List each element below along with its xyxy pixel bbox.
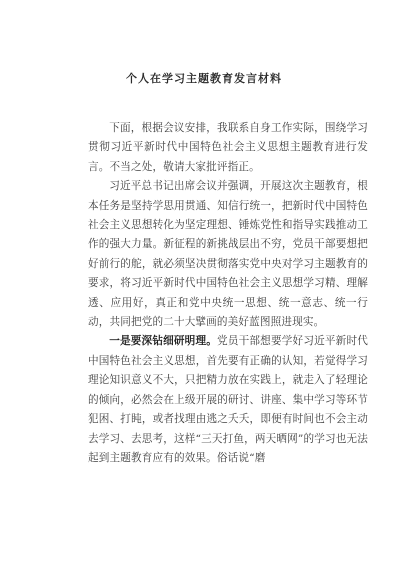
paragraph-text: 下面，根据会议安排，我联系自身工作实际，围绕学习贯彻习近平新时代中国特色社会主义思想主题教育进行发言。不当之处，敬请大家批评指正。 xyxy=(88,122,368,173)
paragraph-background xyxy=(88,177,368,332)
paragraph-text: 习近平总书记出席会议并强调，开展这次主题教育，根本任务是坚持学思用贯通、知信行统一，把新时代中国特色社会主义思想转化为坚定理想、锤炼党性和指导实践推动工作的强大力量。新征程的新挑战层出不穷，党员干部要想把好前行的舵，就必须坚决贯彻落实党中央对学习主题教育的要求，将习近平新时代中国特色社会主义思想学习精、理解透、应用好，真正和党中央统一思想、统一意志、统一行动，共同把党的二十大擘画的美好蓝图照进现实。 xyxy=(88,180,368,329)
document-body xyxy=(88,119,368,468)
paragraph-lead-heading: 一是要深钻细研明理。 xyxy=(109,335,218,348)
paragraph-point-one xyxy=(88,332,368,468)
paragraph-text: 党员干部想要学好习近平新时代中国特色社会主义思想，首先要有正确的认知，若觉得学习理论知识意义不大，只把精力放在实践上，就走入了轻理论的倾向，必然会在上级开展的研讨、讲座、集中学习等环节犯困、打盹，或者找理由逃之夭夭，即便有时间也不会主动去学习、去思考，这样“三天打鱼，两天晒网”的学习也无法起到主题教育应有的效果。俗话说“磨 xyxy=(88,335,368,464)
paragraph-intro xyxy=(88,119,368,177)
document-title: 个人在学习主题教育发言材料 xyxy=(126,72,282,85)
